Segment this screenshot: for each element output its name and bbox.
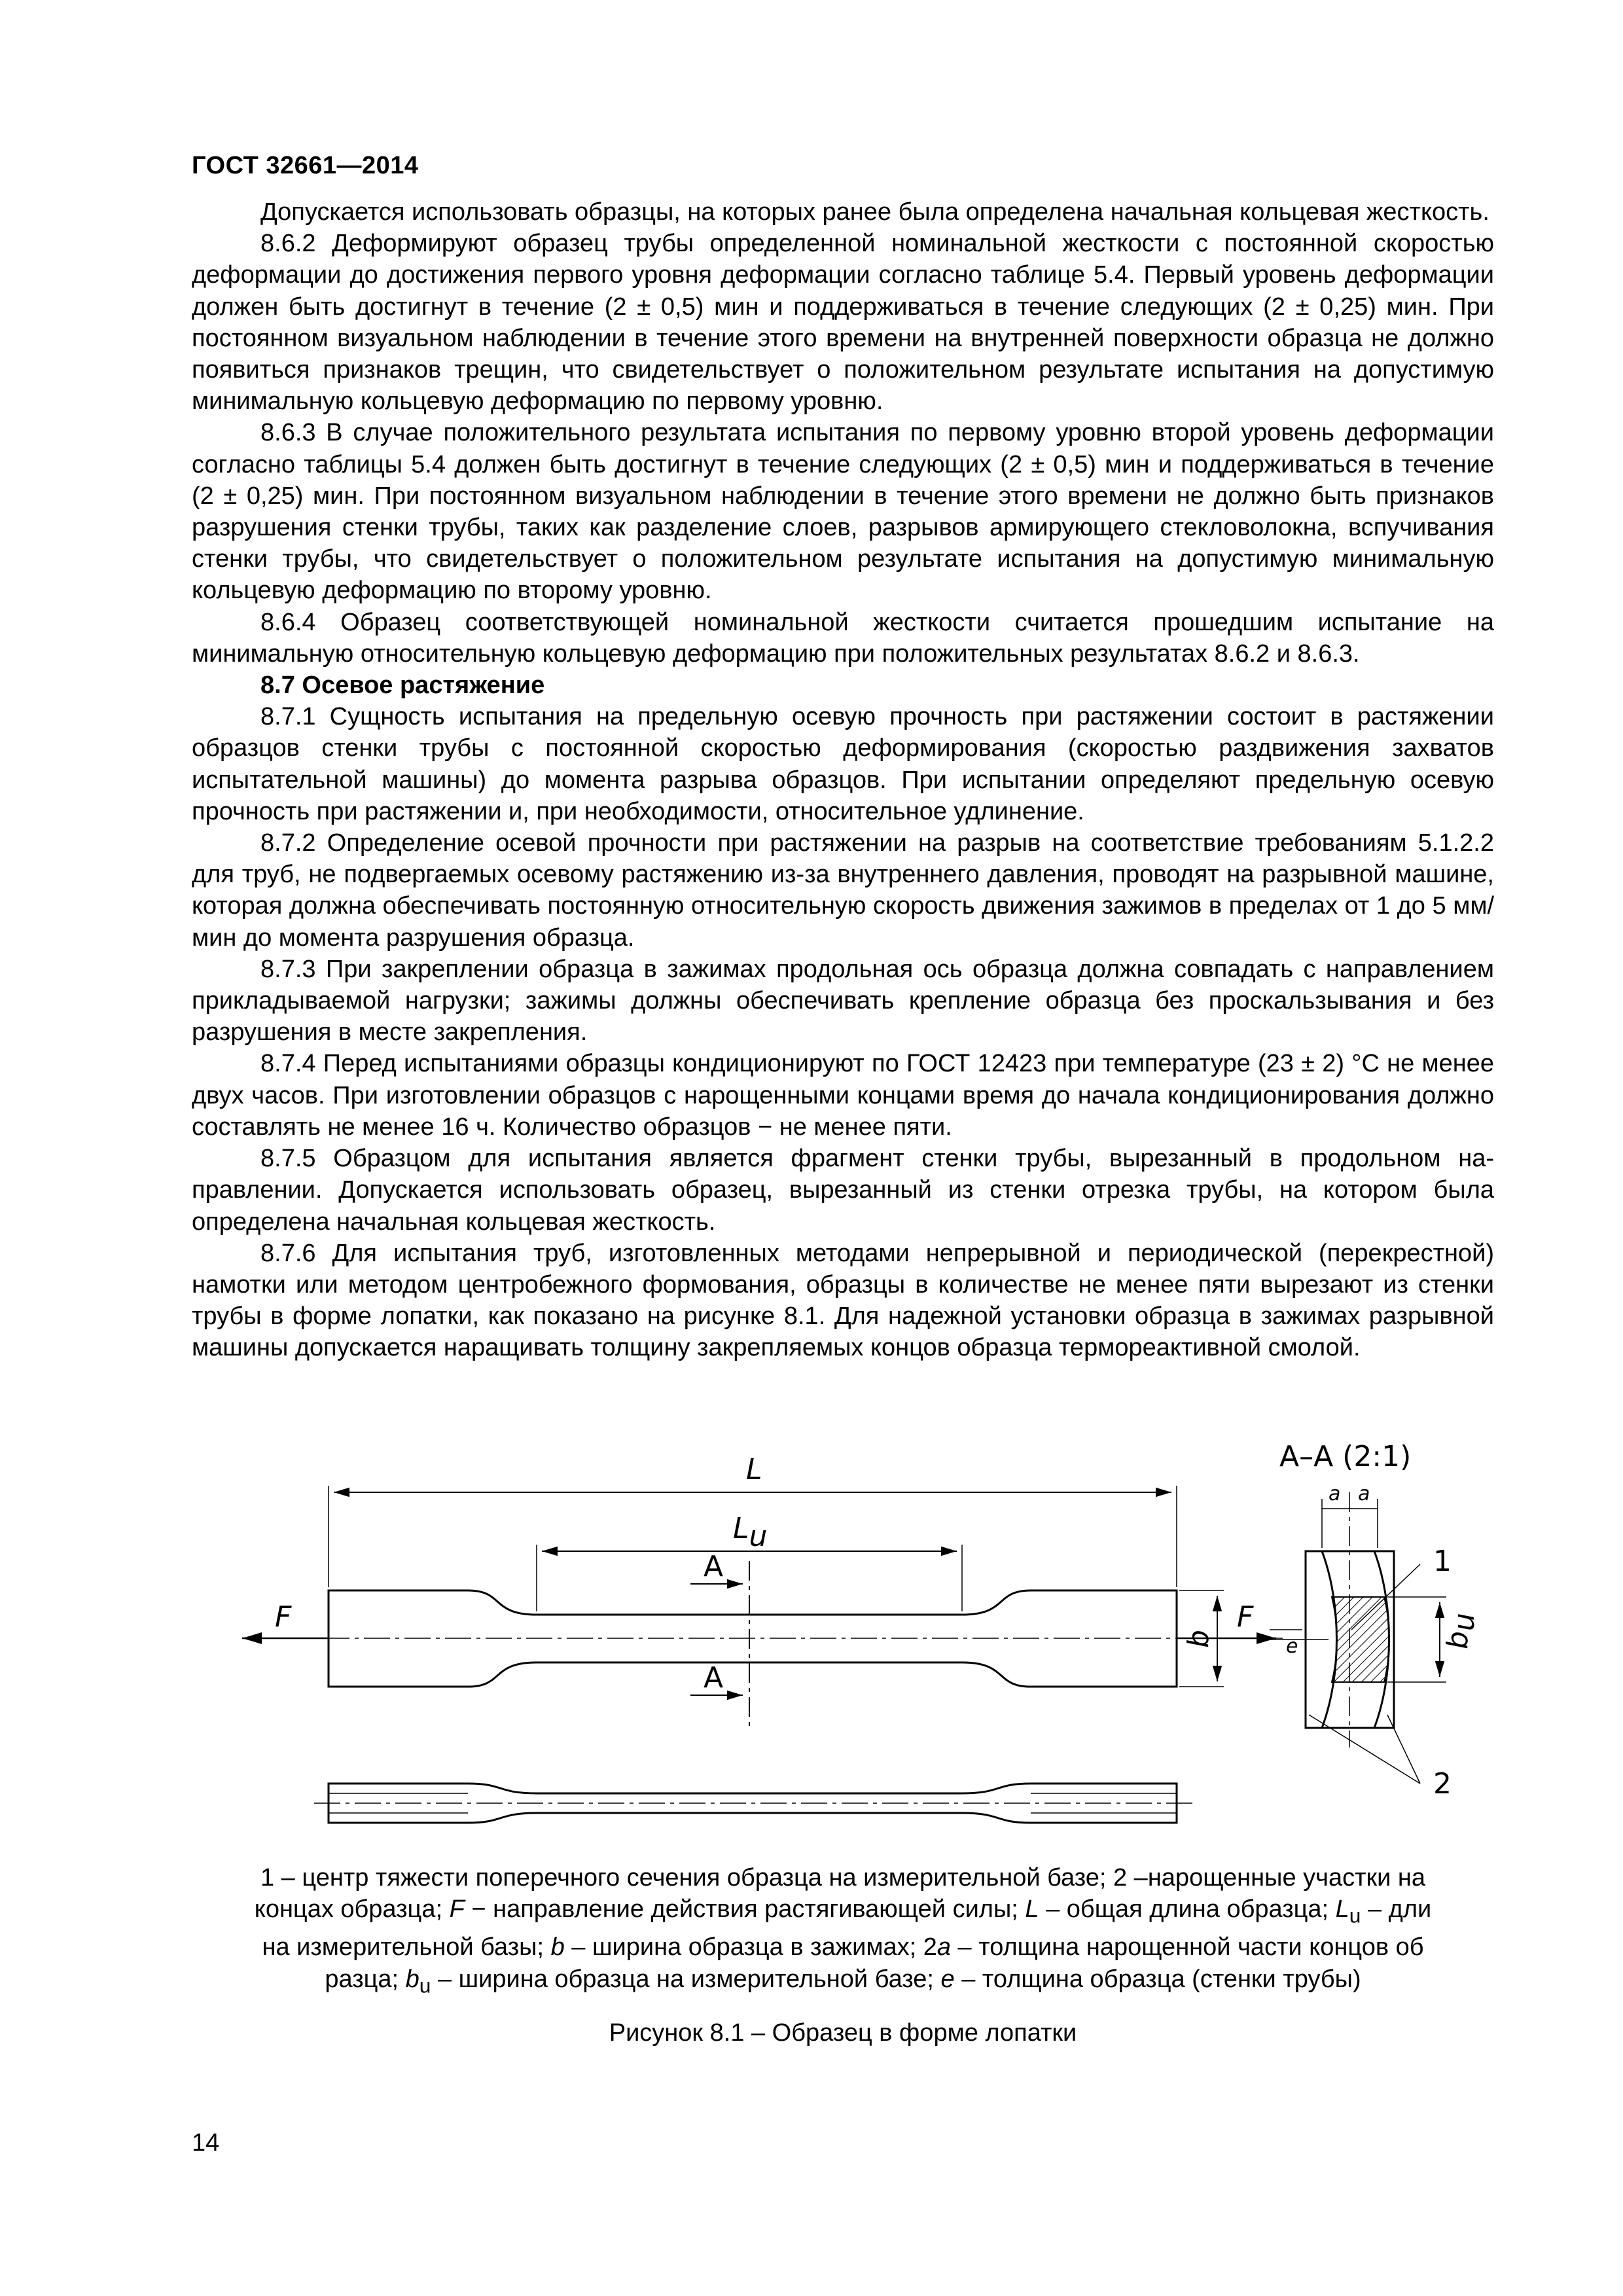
dimension-Lu-label: Lu [733, 1512, 768, 1553]
thickness-e-label: e [1286, 1635, 1298, 1658]
legend-line: 1 – центр тяжести поперечного сечения образца на измерительной базе; 2 –нарощенные участки на [260, 1864, 1426, 1892]
document-header: ГОСТ 32661—2014 [192, 152, 419, 179]
paragraph: 8.6.4 Образец соответствующей номинальной жесткости считается прошедшим испытание на минимальную относительную кольцевую деформацию при положительных результатах 8.6.2 и 8.6.3. [192, 608, 1494, 668]
paragraph: 8.7.1 Сущность испытания на предельную осевую прочность при растяжении состоит в растяжении образцов стенки трубы с постоянной скоростью деформирования (скоростью раздвижения захватов испытательной машины) до момента разрыва образцов. При испытании определяют предельную осевую прочность при растяжении и, при необходимости, относительное удлинение. [192, 703, 1494, 825]
legend-line: разца; $b_u$ – ширина образца на измерительной базе; e – толщина образца (стенки трубы) [325, 1965, 1361, 1998]
legend-line: на измерительной базы; b – ширина образца в зажимах; 2a – толщина нарощенной части концов об [262, 1933, 1424, 1962]
section-heading: 8.7 Осевое растяжение [260, 672, 545, 700]
paragraph: 8.7.4 Перед испытаниями образцы кондиционируют по ГОСТ 12423 при температуре (23 ± 2) °С не менее двух часов. При изготовлении образцов с нарощенными концами время до начала кондиционирования должно составлять не менее 16 ч. Количество образцов − не менее пяти. [192, 1050, 1494, 1141]
body-text [192, 196, 1494, 1364]
paragraph: 8.6.3 В случае положительного результата испытания по первому уровню второй уровень деформации согласно таблицы 5.4 должен быть достигнут в течение следующих (2 ± 0,5) мин и поддерживаться в течение (2 ± 0,25) мин. При постоянном визуальном наблюдении в течение этого времени не должно быть признаков разрушения стенки трубы, таких как разделение слоев, разрывов армирующего стекловолокна, вспучивания стенки трубы, что свидетельствует о положительном результате испытания на допустимую минимальную кольцевую деформацию по второму уровню. [192, 419, 1494, 605]
paragraph: 8.7.3 При закреплении образца в зажимах продольная ось образца должна совпадать с направлением прикладываемой нагрузки; зажимы должны обеспечивать крепление образца без проскальзывания и без разрушения в месте закрепления. [192, 955, 1494, 1047]
dimension-L-label: L [746, 1453, 762, 1486]
dimension-bu-label: bu [1441, 1613, 1481, 1649]
figure-caption: Рисунок 8.1 – Образец в форме лопатки [609, 2019, 1077, 2047]
thickness-a-label-left: a [1329, 1482, 1341, 1505]
paragraph: 8.7.5 Образцом для испытания является фрагмент стенки трубы, вырезанный в продольном направлении. Допускается использовать образец, вырезанный из стенки отрезка трубы, на котором была определена начальная кольцевая жесткость. [192, 1145, 1494, 1236]
section-title: A–A (2:1) [1279, 1440, 1412, 1473]
paragraph: 8.7.6 Для испытания труб, изготовленных методами непрерывной и периодической (перекрестной) намотки или методом центробежного формования, образцы в количестве не менее пяти вырезают из стенки трубы в форме лопатки, как показано на рисунке 8.1. Для надежной установки образца в зажимах разрывной машины допускается наращивать толщину закрепляемых концов образца термореактивной смолой. [192, 1239, 1494, 1362]
paragraph: Допускается использовать образцы, на которых ранее была определена начальная кольцевая жесткость. [260, 198, 1489, 226]
section-mark-top: A [704, 1550, 724, 1583]
paragraph: 8.6.2 Деформируют образец трубы определенной номинальной жесткости с постоянной скоростью деформации до достижения первого уровня деформации согласно таблице 5.4. Первый уровень деформации должен быть достигнут в течение (2 ± 0,5) мин и поддерживаться в течение следующих (2 ± 0,25) мин. При постоянном визуальном наблюдении в течение этого времени на внутренней поверхности образца не должно появиться признаков трещин, что свидетельствует о положительном результате испытания на допустимую минимальную кольцевую деформацию по первому уровню. [192, 230, 1494, 416]
legend-line: концах образца; F − направление действия растягивающей силы; L – общая длина образца; $L_u$ – дли [254, 1895, 1432, 1928]
section-mark-bottom: A [704, 1661, 724, 1695]
dimension-b-label: b [1182, 1630, 1215, 1648]
thickness-a-label-right: a [1358, 1482, 1370, 1505]
page-number: 14 [192, 2129, 220, 2157]
figure-specimen-drawing [216, 1420, 1499, 1846]
force-label-right: F [1237, 1600, 1254, 1634]
specimen-drawing [216, 1420, 1499, 1846]
force-label-left: F [275, 1600, 292, 1634]
callout-2: 2 [1433, 1767, 1452, 1801]
figure-legend [192, 1862, 1494, 2001]
callout-1: 1 [1433, 1545, 1452, 1578]
paragraph: 8.7.2 Определение осевой прочности при растяжении на разрыв на соответствие требованиям 5.1.2.2 для труб, не подвергаемых осевому растяжению из-за внутреннего давления, проводят на разрывной машине, которая должна обеспечивать постоянную относительную скорость движения зажимов в пределах от 1 до 5 мм/мин до момента разрушения образца. [192, 829, 1494, 952]
